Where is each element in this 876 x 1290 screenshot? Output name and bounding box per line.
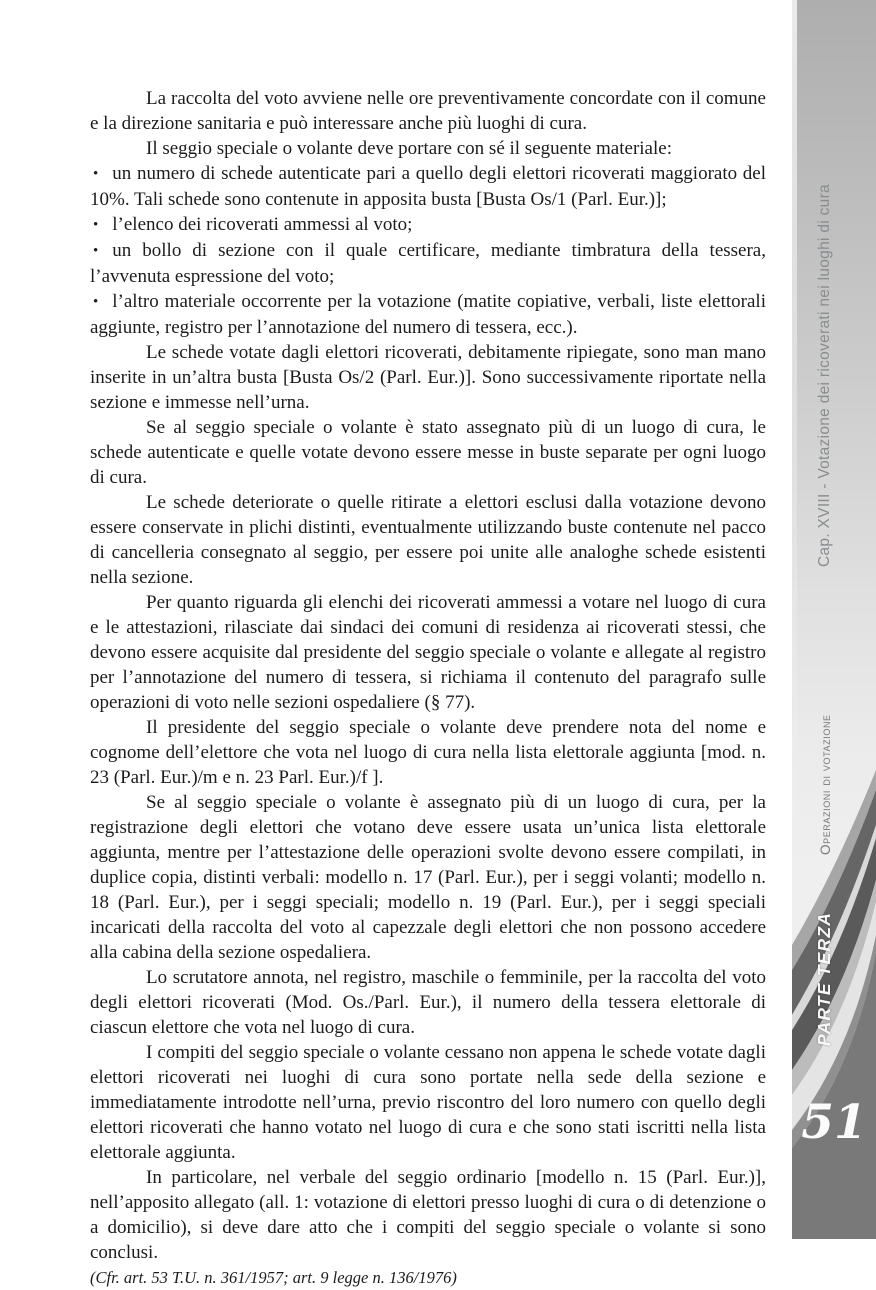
paragraph: I compiti del seggio speciale o volante cessano non appena le schede votate dagli elettori ricoverati nei luoghi di cura sono portate nella sede della sezione e immediatamente introdotte nell’urna, previo riscontro del loro numero con quello degli elettori ricoverati che hanno votato nel luogo di cura e che sono stati iscritti nella lista elettorale aggiunta.: [90, 1042, 766, 1163]
side-band: [792, 0, 876, 1239]
bullet-icon: •: [93, 294, 99, 310]
part-title-vertical: PARTE TERZA: [814, 911, 834, 1047]
paragraph: Lo scrutatore annota, nel registro, maschile o femminile, per la raccolta del voto degli elettori ricoverati (Mod. Os./Parl. Eur.), il numero della tessera elettorale di ciascun elettore che vota nel luogo di cura.: [90, 967, 766, 1038]
chapter-title-vertical: Cap. XVIII - Votazione dei ricoverati nei luoghi di cura: [816, 184, 833, 568]
bullet-icon: •: [93, 166, 99, 182]
bullet-item: • un numero di schede autenticate pari a quello degli elettori ricoverati maggiorato del 10%. Tali schede sono contenute in apposita busta [Busta Os/1 (Parl. Eur.)];: [90, 163, 766, 210]
bullet-item: • l’altro materiale occorrente per la votazione (matite copiative, verbali, liste elettorali aggiunte, registro per l’annotazione del numero di tessera, ecc.).: [90, 291, 766, 338]
paragraph: In particolare, nel verbale del seggio ordinario [modello n. 15 (Parl. Eur.)], nell’apposito allegato (all. 1: votazione di elettori presso luoghi di cura o di detenzione o a domicilio), si deve dare atto che i compiti del seggio speciale o volante si sono conclusi.: [90, 1167, 766, 1263]
bullet-icon: •: [93, 217, 99, 233]
paragraph: Le schede deteriorate o quelle ritirate a elettori esclusi dalla votazione devono essere conservate in plichi distinti, eventualmente utilizzando buste contenute nel pacco di cancelleria consegnato al seggio, per essere poi unite alle analoghe schede esistenti nella sezione.: [90, 492, 766, 588]
paragraph: Il seggio speciale o volante deve portare con sé il seguente materiale:: [146, 138, 672, 159]
paragraph: Le schede votate dagli elettori ricoverati, debitamente ripiegate, sono man mano inserite in un’altra busta [Busta Os/2 (Parl. Eur.)]. Sono successivamente riportate nella sezione e immesse nell’urna.: [90, 342, 766, 413]
bullet-icon: •: [93, 243, 99, 259]
paragraph: La raccolta del voto avviene nelle ore preventivamente concordate con il comune e la direzione sanitaria e può interessare anche più luoghi di cura.: [90, 88, 766, 134]
legal-citation: (Cfr. art. 53 T.U. n. 361/1957; art. 9 legge n. 136/1976): [90, 1268, 457, 1287]
page-number: 51: [801, 1095, 867, 1150]
paragraph: Se al seggio speciale o volante è assegnato più di un luogo di cura, per la registrazione degli elettori che votano deve essere usata un’unica lista elettorale aggiunta, mentre per l’attestazione delle operazioni svolte devono essere compilati, in duplice copia, distinti verbali: modello n. 17 (Parl. Eur.), per i seggi volanti; modello n. 18 (Parl. Eur.), per i seggi speciali; modello n. 19 (Parl. Eur.), per i seggi speciali incaricati della raccolta del voto al capezzale degli elettori che non possono accedere alla cabina della sezione ospedaliera.: [90, 792, 766, 963]
paragraph: Per quanto riguarda gli elenchi dei ricoverati ammessi a votare nel luogo di cura e le attestazioni, rilasciate dai sindaci dei comuni di residenza ai ricoverati stessi, che devono essere acquisite dal presidente del seggio speciale o volante e allegate al registro per l’annotazione del numero di tessera, si richiama il contenuto del paragrafo sulle operazioni di voto nelle sezioni ospedaliere (§ 77).: [90, 592, 766, 713]
paragraph: Il presidente del seggio speciale o volante deve prendere nota del nome e cognome dell’elettore che vota nel luogo di cura nella lista elettorale aggiunta [mod. n. 23 (Parl. Eur.)/m e n. 23 Parl. Eur.)/f ].: [90, 717, 766, 788]
bullet-item: • l’elenco dei ricoverati ammessi al voto;: [90, 212, 766, 238]
bullet-item: • un bollo di sezione con il quale certificare, mediante timbratura della tessera, l’avvenuta espressione del voto;: [90, 240, 766, 287]
paragraph: Se al seggio speciale o volante è stato assegnato più di un luogo di cura, le schede autenticate e quelle votate devono essere messe in buste separate per ogni luogo di cura.: [90, 417, 766, 488]
section-title-vertical: Operazioni di votazione: [818, 714, 833, 855]
page-body-text: [90, 86, 766, 1290]
